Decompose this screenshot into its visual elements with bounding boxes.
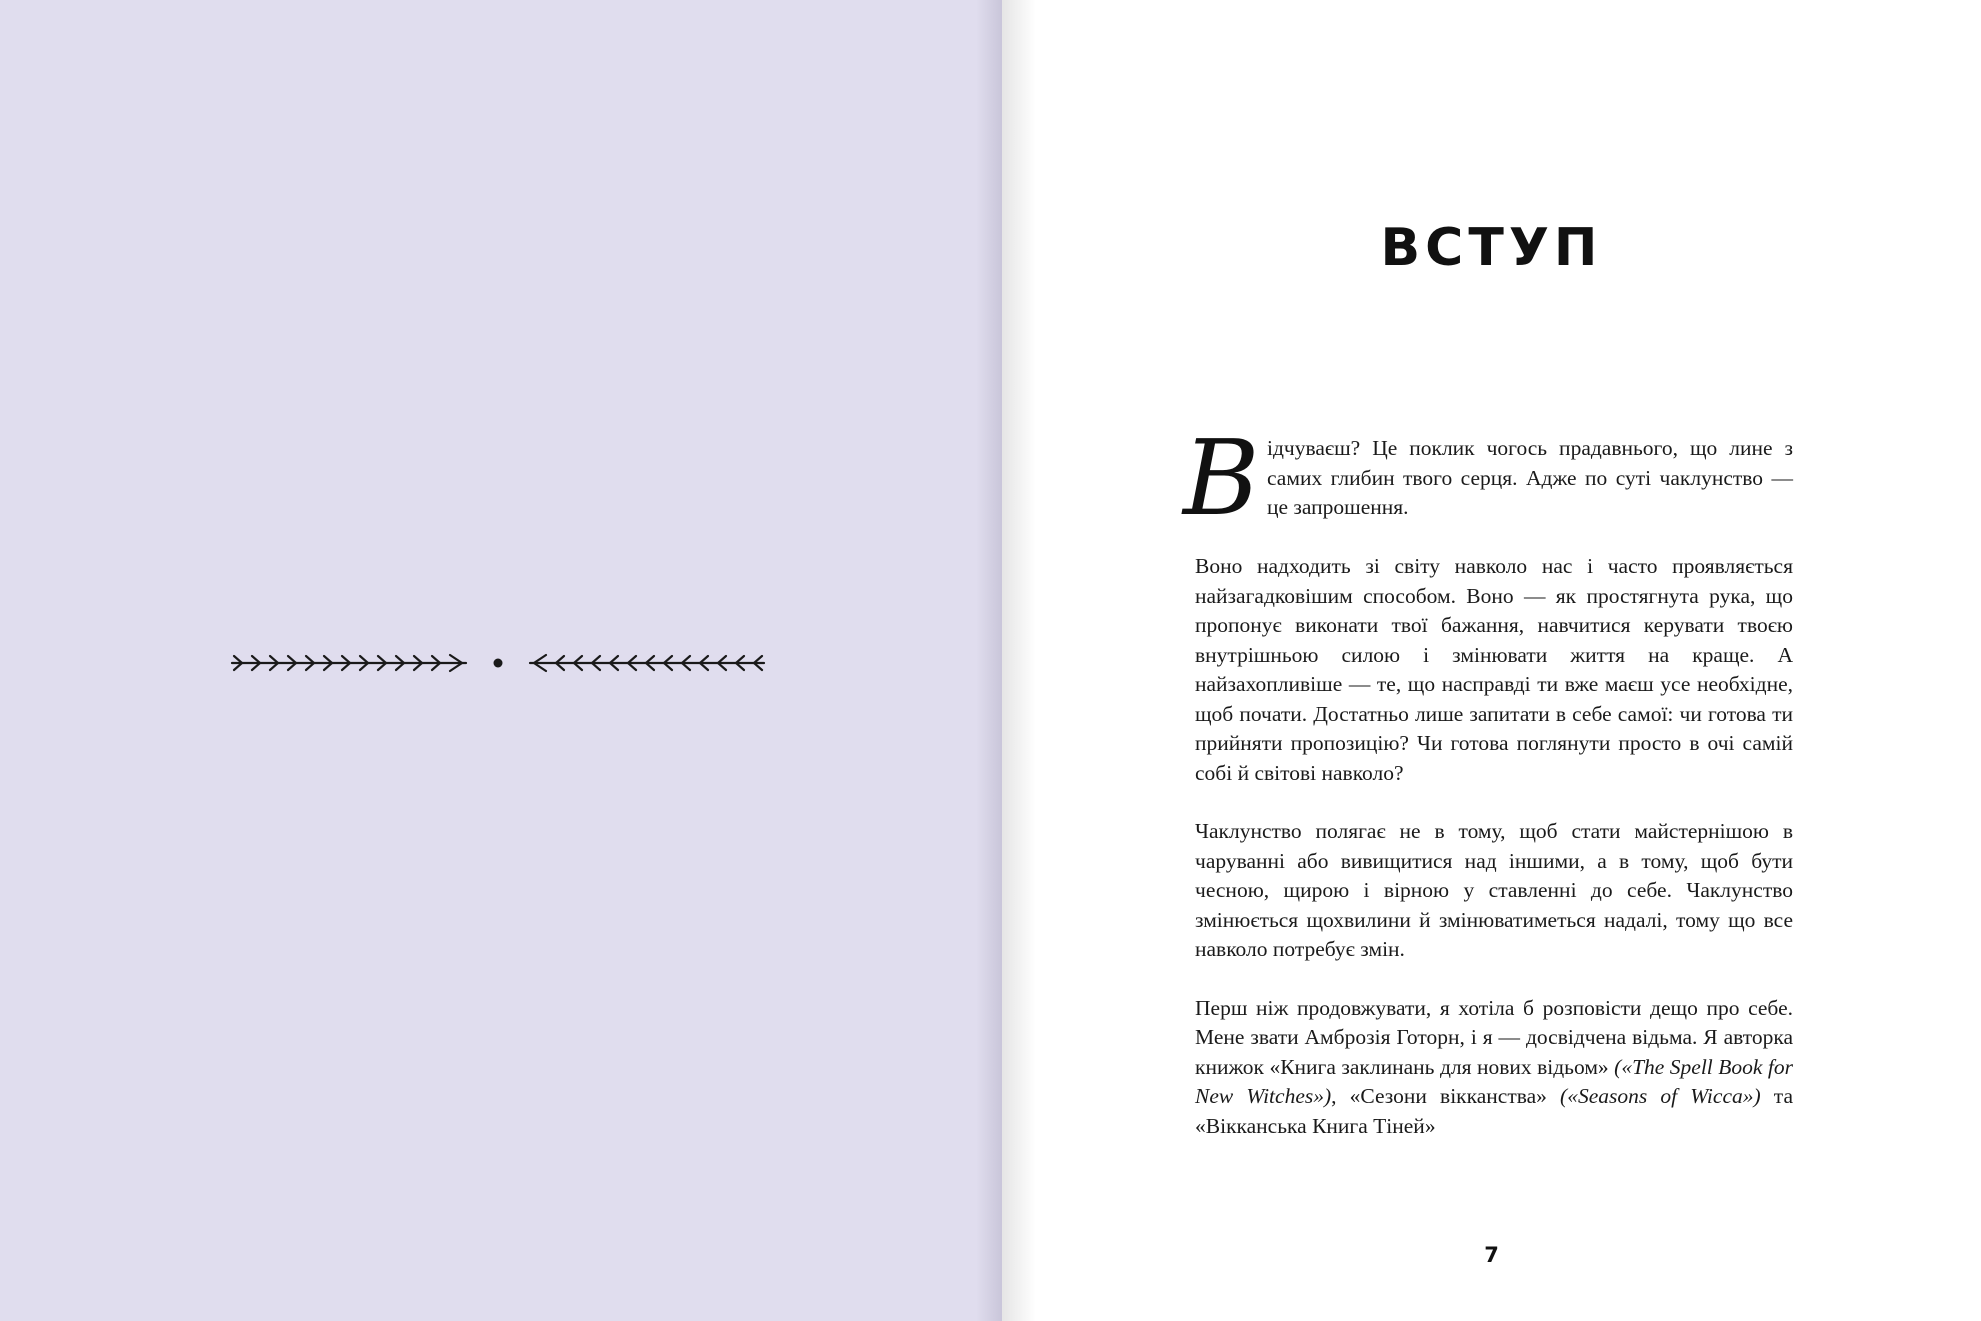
paragraph-1-text: ідчуваєш? Це поклик чогось прадавнього, що линe з самих глибин твого серця. Адже по суті чаклунство — це запрошення. (1267, 436, 1793, 519)
paragraph-4-italic-title-1: («The Spell Book for New Witches») (1195, 1054, 1793, 1108)
paragraph-4 (1195, 994, 1793, 1142)
gutter-shadow-left (976, 0, 1002, 1321)
paragraph-1 (1183, 417, 1793, 539)
paragraph-4-italic-title-2: («Seasons of Wicca») (1560, 1084, 1761, 1108)
paragraph-4-text-a: Перш ніж продовжувати, я хотіла б розповісти дещо про себе. Мене звати Амброзія Готорн, і я — досвідчена відьма. Я авторка книжок «Книга заклинань для нових відьом» (1195, 995, 1793, 1079)
paragraph-4-text-c: та «Вікканська Книга Тіней» (1195, 1084, 1793, 1138)
paragraph-3: Чаклунство полягає не в тому, щоб стати майстернішою в чаруванні або вивищитися над іншими, а в тому, щоб бути чесною, щирою і вірною у ставленні до себе. Чаклунство змінюється щохвилини й змінюватиметься надалі, тому що все навколо потребує змін. (1195, 819, 1793, 961)
paragraph-4-text-b: , «Сезони вікканства» (1331, 1084, 1561, 1108)
chapter-title: ВСТУП (1380, 218, 1603, 278)
drop-cap: В (1183, 417, 1260, 539)
body-text (1183, 417, 1793, 1141)
page-number: 7 (1484, 1243, 1499, 1267)
paragraph-2: Воно надходить зі світу навколо нас і часто проявляється найзагадковішим способом. Воно — як простягнута рука, що пропонує виконати твої бажання, навчитися керувати твоєю внутрішньою силою і змінювати життя на краще. А найзахопливіше — те, що насправді ти вже маєш усе необхідне, щоб почати. Достатньо лише запитати в себе самої: чи готова ти прийняти пропозицію? Чи готова поглянути просто в очі самій собі й світові навколо? (1195, 554, 1793, 785)
arrow-feather-divider-icon (228, 648, 768, 678)
gutter-shadow-right (1002, 0, 1036, 1321)
